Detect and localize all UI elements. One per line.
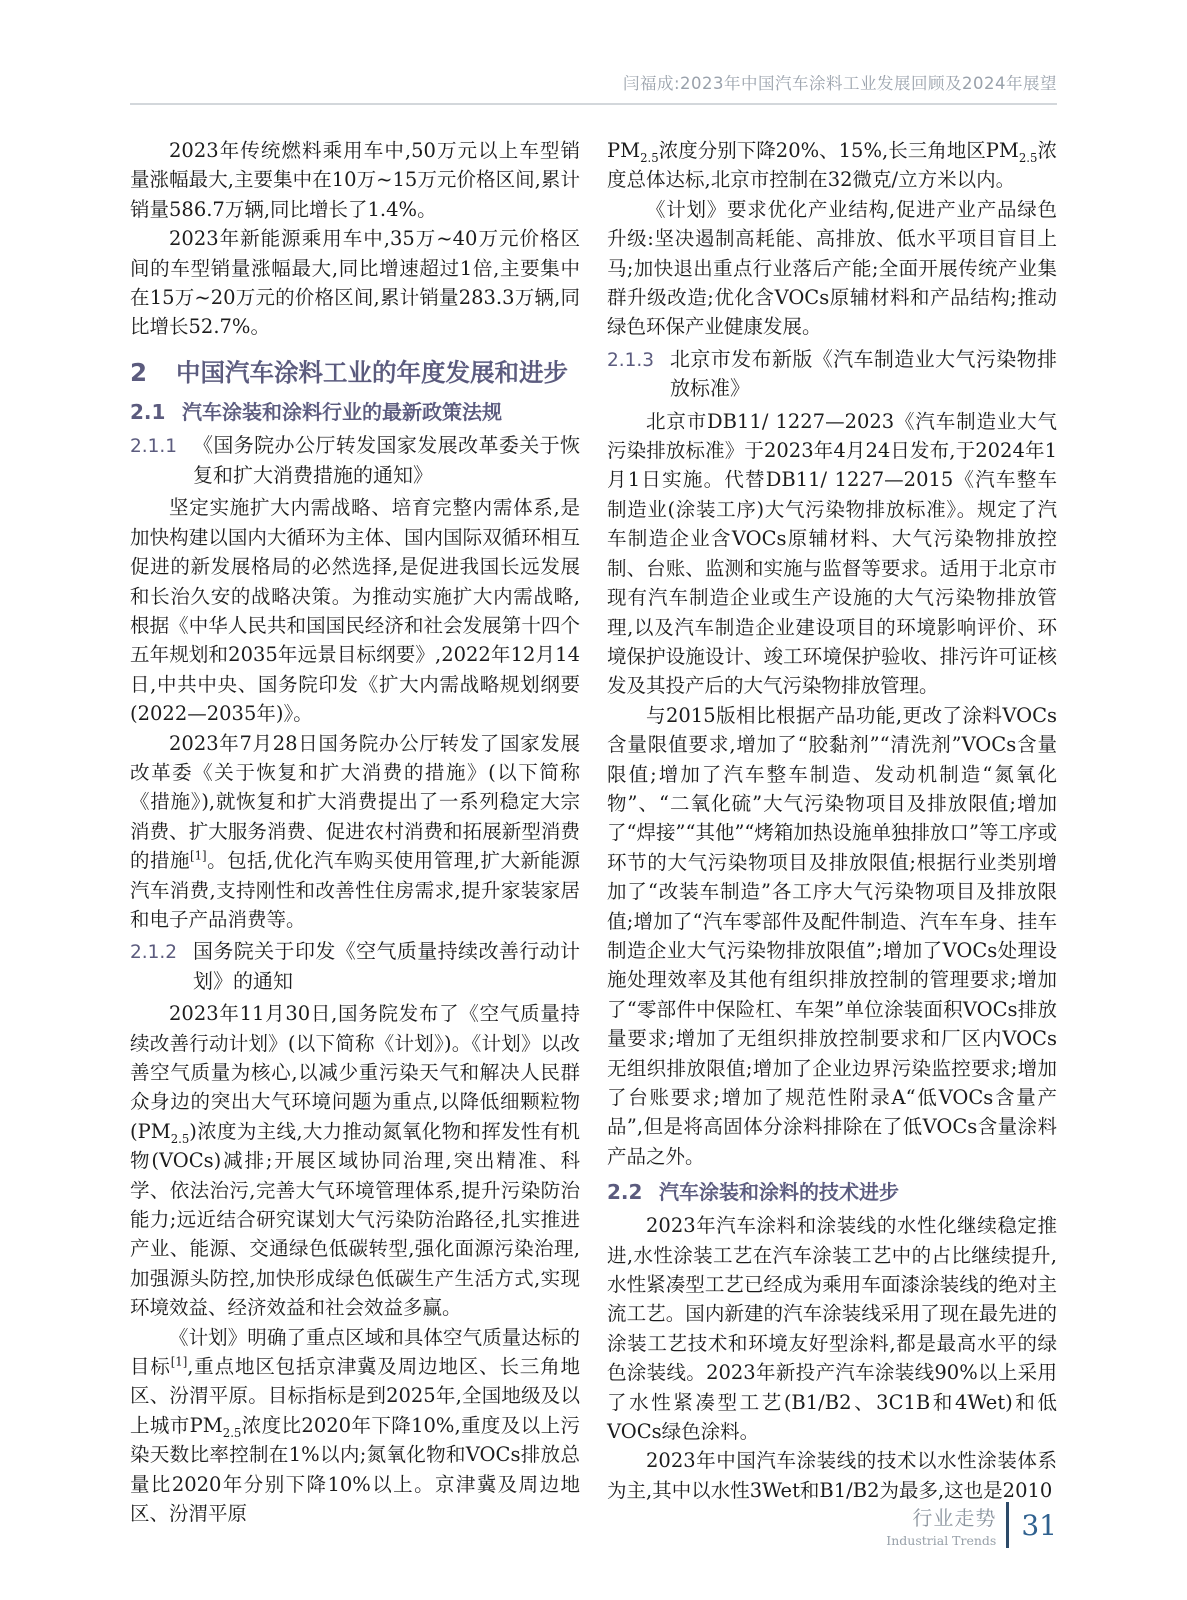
paragraph — [130, 1323, 580, 1529]
footer-section-en: Industrial Trends — [886, 1533, 997, 1548]
section-number: 2.2 — [607, 1180, 643, 1205]
reference-marker: [1] — [190, 848, 207, 863]
paragraph: 2023年新能源乘用车中,35万~40万元价格区间的车型销量涨幅最大,同比增速超过1倍,主要集中在15万~20万元的价格区间,累计销量283.3万辆,同比增长52.7%。 — [130, 227, 580, 339]
section-title: 《国务院办公厅转发国家发展改革委关于恢复和扩大消费措施的通知》 — [193, 433, 580, 487]
section-heading-2-1 — [130, 398, 580, 426]
section-number: 2.1.2 — [130, 942, 178, 964]
paragraph — [607, 136, 1057, 195]
footer-divider-bar — [1006, 1502, 1009, 1548]
page-number: 31 — [1021, 1508, 1057, 1542]
section-number: 2.1.3 — [607, 349, 655, 371]
section-title: 北京市发布新版《汽车制造业大气污染物排放标准》 — [670, 346, 1057, 401]
footer-section-label — [886, 1502, 1006, 1548]
section-heading-2-1-3 — [607, 345, 1057, 404]
subscript-pm25: 2.5 — [222, 1425, 242, 1440]
page-footer — [886, 1502, 1057, 1548]
section-heading-2-2 — [607, 1178, 1057, 1206]
paragraph-text: ,重点地区包括京津冀及周边地区、长三角地区、汾渭平原。目标指标是到2025年,全国地级及以上城市PM — [130, 1355, 580, 1437]
paragraph-text: 浓度总体达标,北京市控制在32微克/立方米以内。 — [607, 139, 1057, 192]
paragraph: 与2015版相比根据产品功能,更改了涂料VOCs含量限值要求,增加了“胶黏剂”“清洗剂”VOCs含量限值;增加了汽车整车制造、发动机制造“氮氧化物”、“二氧化硫”大气污染物项目及排放限值;增加了“焊接”“其他”“烤箱加热设施单独排放口”等工序或环节的大气污染物项目及排放限值;根据行业类别增加了“改装车制造”各工序大气污染物项目及排放限值;增加了“汽车零部件及配件制造、汽车车身、挂车制造企业大气污染物排放限值”;增加了VOCs处理设施处理效率及其他有组织排放控制的管理要求;增加了“零部件中保险杠、车架”单位涂装面积VOCs排放量要求;增加了无组织排放控制要求和厂区内VOCs无组织排放限值;增加了企业边界污染监控要求;增加了台账要求;增加了规范性附录A“低VOCs含量产品”,但是将高固体分涂料排除在了低VOCs含量涂料产品之外。 — [607, 703, 1057, 1168]
subscript-pm25: 2.5 — [640, 150, 659, 165]
paragraph-text: 。包括,优化汽车购买使用管理,扩大新能源汽车消费,支持刚性和改善性住房需求,提升家装家居和电子产品消费等。 — [130, 849, 580, 931]
paragraph-text: 2023年7月28日国务院办公厅转发了国家发展改革委《关于恢复和扩大消费的措施》(以下简称《措施》),就恢复和扩大消费提出了一系列稳定大宗消费、扩大服务消费、促进农村消费和拓展新型消费的措施 — [130, 731, 580, 873]
paragraph — [130, 729, 580, 935]
section-title: 汽车涂装和涂料行业的最新政策法规 — [182, 400, 502, 425]
section-number: 2 — [130, 357, 148, 387]
paragraph-text: 浓度比2020年下降10%,重度及以上污染天数比率控制在1%以内;氮氧化物和VOCs排放总量比2020年分别下降10%以上。京津冀及周边地区、汾渭平原 — [130, 1413, 580, 1526]
paragraph-text: PM — [607, 139, 641, 162]
paragraph-text: 浓度分别下降20%、15%,长三角地区PM — [658, 139, 1019, 162]
running-title: 闫福成:2023年中国汽车涂料工业发展回顾及2024年展望 — [622, 74, 1057, 93]
section-title: 汽车涂装和涂料的技术进步 — [659, 1180, 899, 1205]
paragraph — [130, 999, 580, 1322]
running-header — [130, 70, 1057, 105]
section-title: 国务院关于印发《空气质量持续改善行动计划》的通知 — [193, 939, 580, 993]
left-column — [130, 136, 580, 1529]
section-number: 2.1 — [130, 400, 166, 425]
section-number: 2.1.1 — [130, 436, 178, 458]
header-rule — [130, 103, 1057, 105]
paragraph: 北京市DB11/ 1227—2023《汽车制造业大气污染排放标准》于2023年4月24日发布,于2024年1月1日实施。代替DB11/ 1227—2015《汽车整车制造业(涂装工序)大气污染物排放标准》。规定了汽车制造企业含VOCs原辅材料、大气污染物排放控制、台账、监测和实施与监督等要求。适用于北京市现有汽车制造企业或生产设施的大气污染物排放管理,以及汽车制造企业建设项目的环境影响评价、环境保护设施设计、竣工环境保护验收、排污许可证核发及其投产后的大气污染物排放管理。 — [607, 409, 1057, 698]
subscript-pm25: 2.5 — [170, 1131, 190, 1146]
paragraph-text: )浓度为主线,大力推动氮氧化物和挥发性有机物(VOCs)减排;开展区域协同治理,突出精准、科学、依法治污,完善大气环境管理体系,提升污染防治能力;远近结合研究谋划大气污染防治路径,扎实推进产业、能源、交通绿色低碳转型,强化面源污染治理,加强源头防控,加快形成绿色低碳生产生活方式,实现环境效益、经济效益和社会效益多赢。 — [130, 1119, 580, 1320]
article-body — [130, 136, 1057, 1529]
paragraph: 《计划》要求优化产业结构,促进产业产品绿色升级:坚决遏制高耗能、高排放、低水平项目盲目上马;加快退出重点行业落后产能;全面开展传统产业集群升级改造;优化含VOCs原辅材料和产品结构;推动绿色环保产业健康发展。 — [607, 197, 1057, 339]
reference-marker: [1] — [170, 1354, 188, 1369]
paragraph: 坚定实施扩大内需战略、培育完整内需体系,是加快构建以国内大循环为主体、国内国际双循环相互促进的新发展格局的必然选择,是促进我国长远发展和长治久安的战略决策。为推动实施扩大内需战略,根据《中华人民共和国国民经济和社会发展第十四个五年规划和2035年远景目标纲要》,2022年12月14日,中共中央、国务院印发《扩大内需战略规划纲要(2022—2035年)》。 — [130, 496, 580, 726]
paragraph: 2023年传统燃料乘用车中,50万元以上车型销量涨幅最大,主要集中在10万~15万元价格区间,累计销量586.7万辆,同比增长了1.4%。 — [130, 139, 580, 221]
paragraph: 2023年汽车涂料和涂装线的水性化继续稳定推进,水性涂装工艺在汽车涂装工艺中的占比继续提升,水性紧凑型工艺已经成为乘用车面漆涂装线的绝对主流工艺。国内新建的汽车涂装线采用了现在最先进的涂装工艺技术和环境友好型涂料,都是最高水平的绿色涂装线。2023年新投产汽车涂装线90%以上采用了水性紧凑型工艺(B1/B2、3C1B和4Wet)和低VOCs绿色涂料。 — [607, 1214, 1057, 1444]
right-column — [607, 136, 1057, 1529]
section-heading-2-1-1 — [130, 431, 580, 490]
paragraph-text: 2023年11月30日,国务院发布了《空气质量持续改善行动计划》(以下简称《计划》)。《计划》以改善空气质量为核心,以减少重污染天气和解决人民群众身边的突出大气环境问题为重点,以降低细颗粒物(PM — [130, 1002, 580, 1143]
paragraph-text: 《计划》明确了重点区域和具体空气质量达标的目标 — [130, 1325, 580, 1379]
paragraph: 2023年中国汽车涂装线的技术以水性涂装体系为主,其中以水性3Wet和B1/B2为最多,这也是2010 — [607, 1449, 1057, 1502]
footer-section-cn: 行业走势 — [912, 1506, 997, 1530]
section-heading-2 — [130, 358, 580, 389]
section-heading-2-1-2 — [130, 937, 580, 996]
section-title: 中国汽车涂料工业的年度发展和进步 — [176, 357, 568, 387]
subscript-pm25: 2.5 — [1018, 150, 1038, 165]
